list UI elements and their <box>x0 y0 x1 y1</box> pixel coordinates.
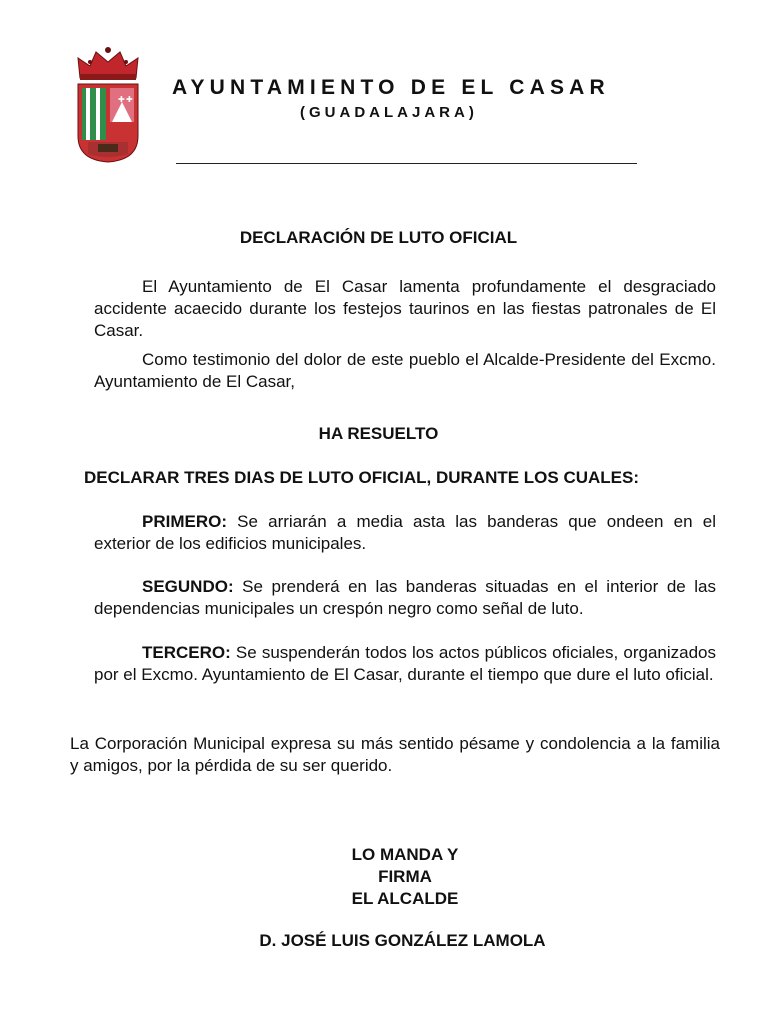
svg-text:✚: ✚ <box>118 95 125 104</box>
intro-paragraph-2-text: Como testimonio del dolor de este pueblo el Alcalde-Presidente del Excmo. Ayuntamiento de El Casar, <box>94 350 716 391</box>
intro-paragraph-1 <box>94 276 716 342</box>
intro-paragraph-1-text: El Ayuntamiento de El Casar lamenta profundamente el desgraciado accidente acaecido durante los festejos taurinos en las fiestas patronales de El Casar. <box>94 277 716 340</box>
item-segundo-label: SEGUNDO: <box>142 577 234 596</box>
resolution-heading: HA RESUELTO <box>318 424 439 443</box>
item-primero-text: Se arriarán a media asta las banderas que ondeen en el exterior de los edificios municipales. <box>94 512 716 553</box>
svg-text:✚: ✚ <box>126 95 133 104</box>
item-primero <box>94 511 716 555</box>
document-title: DECLARACIÓN DE LUTO OFICIAL <box>239 228 518 247</box>
signature-line-1: LO MANDA Y <box>351 845 459 864</box>
signer-name: D. JOSÉ LUIS GONZÁLEZ LAMOLA <box>259 931 546 950</box>
organization-province: (GUADALAJARA) <box>300 104 478 121</box>
intro-paragraph-2 <box>94 349 716 393</box>
closing-paragraph: La Corporación Municipal expresa su más sentido pésame y condolencia a la familia y amigos, por la pérdida de su ser querido. <box>70 734 720 775</box>
municipal-coat-of-arms-icon <box>74 44 142 166</box>
item-segundo <box>94 576 716 620</box>
item-segundo-text: Se prenderá en las banderas situadas en el interior de las dependencias municipales un crespón negro como señal de luto. <box>94 577 716 618</box>
item-primero-label: PRIMERO: <box>142 512 227 531</box>
organization-name: AYUNTAMIENTO DE EL CASAR <box>172 76 610 99</box>
signature-line-3: EL ALCALDE <box>351 889 459 908</box>
signature-block <box>300 844 510 910</box>
header-divider <box>176 163 637 164</box>
declaration-heading: DECLARAR TRES DIAS DE LUTO OFICIAL, DURANTE LOS CUALES: <box>84 468 640 487</box>
signature-line-2: FIRMA <box>378 867 432 886</box>
item-tercero <box>94 642 716 686</box>
item-tercero-text: Se suspenderán todos los actos públicos oficiales, organizados por el Excmo. Ayuntamiento de El Casar, durante el tiempo que dure el luto oficial. <box>94 643 716 684</box>
item-tercero-label: TERCERO: <box>142 643 231 662</box>
